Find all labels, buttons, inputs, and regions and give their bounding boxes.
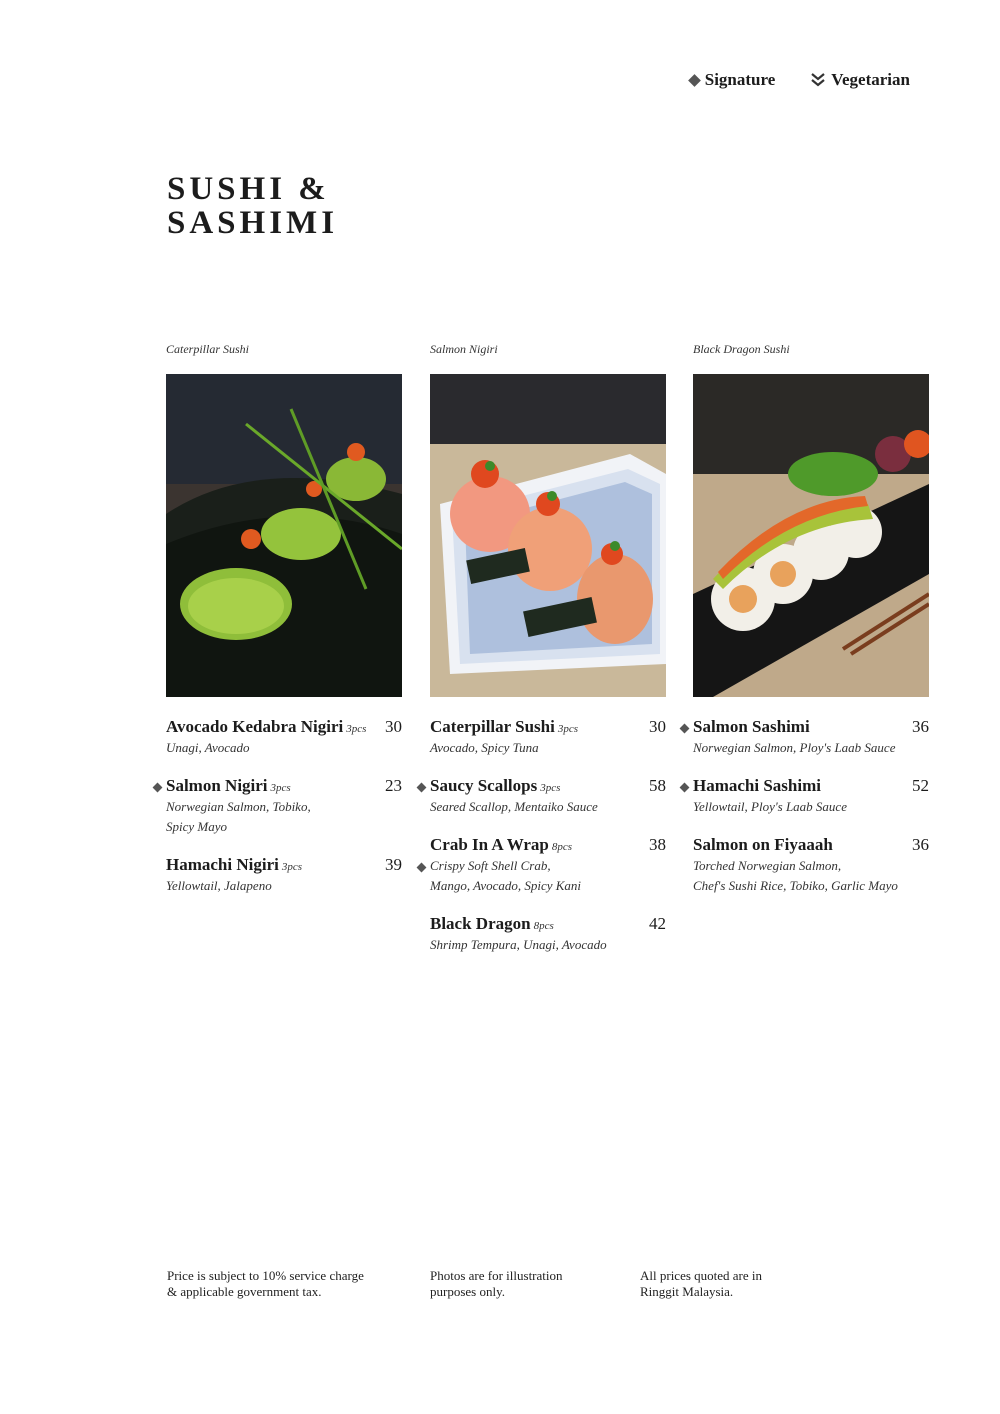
item-name: Caterpillar Sushi [430, 717, 555, 736]
footer-note-line: All prices quoted are in [640, 1268, 763, 1283]
item-name: Black Dragon [430, 914, 531, 933]
item-name: Avocado Kedabra Nigiri [166, 717, 344, 736]
item-title [430, 717, 578, 737]
item-qty: 3pcs [270, 782, 291, 794]
menu-item [430, 835, 666, 896]
page-title-line2: SASHIMI [167, 205, 339, 241]
item-price: 42 [649, 914, 666, 933]
black-dragon-sushi-photo [693, 374, 929, 697]
item-description: Seared Scallop, Mentaiko Sauce [430, 799, 598, 814]
footer-note-photos [430, 1268, 640, 1300]
legend-signature [690, 70, 776, 90]
footer-note-line: purposes only. [430, 1284, 505, 1299]
menu-item [430, 717, 666, 758]
item-price: 39 [385, 855, 402, 874]
item-name: Salmon Nigiri [166, 776, 268, 795]
item-description: Crispy Soft Shell Crab, [430, 858, 551, 873]
footer-note-line: Photos are for illustration [430, 1268, 563, 1283]
item-title [166, 776, 291, 796]
footer-note-service-charge [167, 1268, 377, 1300]
menu-items [430, 717, 666, 955]
item-price: 23 [385, 776, 402, 795]
menu-item [166, 717, 402, 758]
photo-caption: Salmon Nigiri [430, 342, 498, 356]
page-title-line1: SUSHI & [167, 171, 330, 207]
footer-note-line: & applicable government tax. [167, 1284, 322, 1299]
item-name: Hamachi Nigiri [166, 855, 279, 874]
menu-item [430, 914, 666, 955]
footer-note-currency [640, 1268, 850, 1300]
item-description: Spicy Mayo [166, 819, 228, 834]
item-qty: 8pcs [533, 920, 554, 932]
menu-item [693, 835, 929, 896]
item-title [430, 776, 560, 796]
footer-note-line: Price is subject to 10% service charge [167, 1268, 364, 1283]
item-description: Torched Norwegian Salmon, [693, 858, 842, 873]
item-title [166, 717, 366, 737]
item-price: 36 [912, 717, 929, 736]
item-description: Mango, Avocado, Spicy Kani [430, 878, 582, 893]
item-title [430, 914, 554, 934]
photo-caption: Black Dragon Sushi [693, 342, 790, 356]
item-qty: 3pcs [557, 723, 579, 735]
item-name: Salmon on Fiyaaah [693, 835, 833, 854]
legend-vegetarian [811, 70, 910, 90]
item-price: 36 [912, 835, 929, 854]
item-price: 30 [649, 717, 666, 736]
item-price: 30 [385, 717, 402, 736]
item-name: Hamachi Sashimi [693, 776, 821, 795]
menu-item [166, 855, 402, 896]
item-description: Yellowtail, Ploy's Laab Sauce [693, 799, 847, 814]
menu-items [693, 717, 929, 896]
item-description: Yellowtail, Jalapeno [166, 878, 272, 893]
menu-item [430, 776, 666, 817]
caterpillar-sushi-photo [166, 374, 402, 697]
item-price: 38 [649, 835, 666, 854]
item-name: Crab In A Wrap [430, 835, 549, 854]
menu-item [693, 717, 929, 758]
signature-diamond-icon [153, 783, 163, 793]
signature-diamond-icon [417, 863, 427, 873]
item-qty: 8pcs [551, 841, 573, 853]
salmon-nigiri-photo [430, 374, 666, 697]
item-title [430, 835, 572, 855]
menu-items [166, 717, 402, 896]
legend-signature-label: Signature [704, 70, 776, 89]
item-description: Norwegian Salmon, Tobiko, [166, 799, 311, 814]
item-description: Avocado, Spicy Tuna [430, 740, 539, 755]
signature-diamond-icon [680, 724, 690, 734]
page-title [167, 172, 427, 240]
signature-diamond-icon [680, 783, 690, 793]
item-qty: 3pcs [281, 861, 303, 873]
item-price: 58 [649, 776, 666, 795]
legend-vegetarian-label: Vegetarian [831, 70, 910, 89]
item-qty: 3pcs [346, 723, 367, 735]
double-chevron-down-icon [811, 72, 825, 88]
signature-diamond-icon [417, 783, 427, 793]
footer-note-line: Ringgit Malaysia. [640, 1284, 734, 1299]
menu-item [693, 776, 929, 817]
item-name: Salmon Sashimi [693, 717, 810, 736]
menu-column-2 [430, 342, 666, 973]
diamond-icon [688, 74, 701, 87]
menu-column-1 [166, 342, 402, 914]
menu-column-3 [693, 342, 929, 914]
item-price: 52 [912, 776, 929, 795]
item-description: Norwegian Salmon, Ploy's Laab Sauce [693, 740, 896, 755]
menu-item [166, 776, 402, 837]
item-qty: 3pcs [540, 782, 561, 794]
item-description: Chef's Sushi Rice, Tobiko, Garlic Mayo [693, 878, 898, 893]
item-description: Unagi, Avocado [166, 740, 250, 755]
photo-caption: Caterpillar Sushi [166, 342, 250, 356]
item-title [166, 855, 302, 875]
item-name: Saucy Scallops [430, 776, 538, 795]
legend [690, 70, 910, 90]
item-description: Shrimp Tempura, Unagi, Avocado [430, 937, 607, 952]
